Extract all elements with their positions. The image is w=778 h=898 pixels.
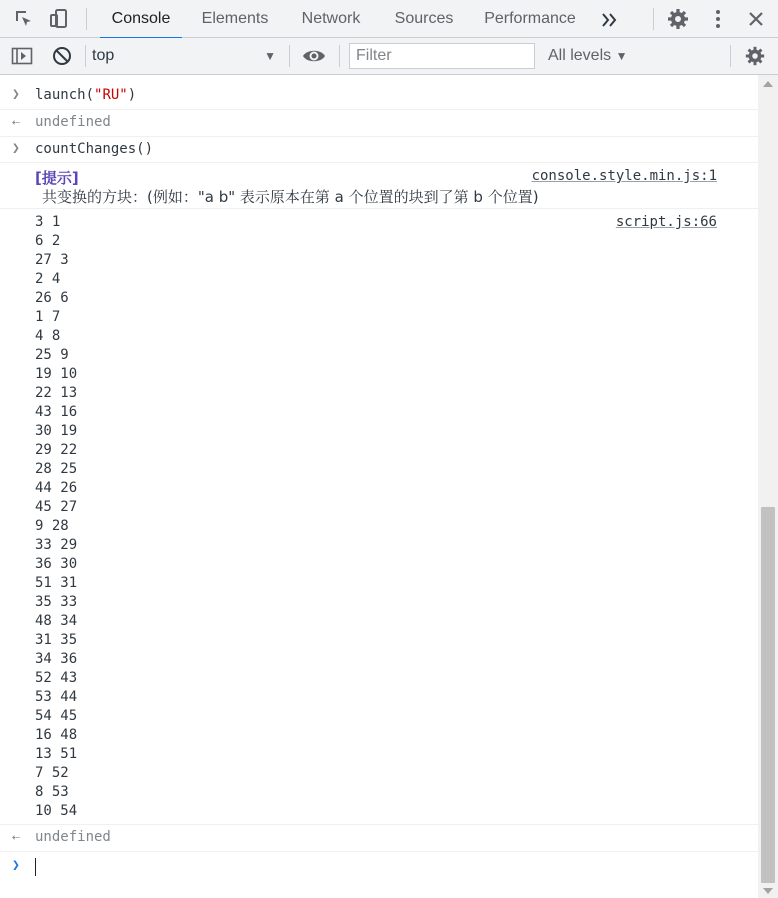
log-line: 28 25 [35,461,78,477]
close-icon[interactable] [744,7,768,31]
text-caret [35,858,36,876]
log-line: 45 27 [35,499,78,515]
log-levels-label: All levels [548,47,612,64]
filter-input[interactable] [349,43,535,69]
log-line: 43 16 [35,404,78,420]
toolbar-divider [653,8,654,30]
console-settings-gear-icon[interactable] [744,45,766,67]
tab-console[interactable]: Console [100,0,182,38]
device-toolbar-icon[interactable] [48,7,72,31]
vertical-scrollbar[interactable] [758,75,778,898]
console-log-row [0,163,758,209]
log-line: 26 6 [35,290,69,306]
log-line: 36 30 [35,556,78,572]
log-line: 22 13 [35,385,78,401]
log-levels-dropdown[interactable] [548,44,627,68]
console-input-row [0,137,758,163]
log-line: 51 31 [35,575,78,591]
log-line: 33 29 [35,537,78,553]
source-link[interactable]: script.js:66 [615,214,717,230]
log-line: 4 8 [35,328,61,344]
log-line: 3 1 [35,214,61,230]
log-line: 1 7 [35,309,61,325]
result-text: undefined [35,114,111,130]
log-line: 10 54 [35,803,78,819]
tab-sources[interactable]: Sources [394,10,454,27]
toolbar-divider [339,45,340,67]
log-line: 13 51 [35,746,78,762]
result-arrow-icon: ⇠ [12,830,20,845]
log-line: 53 44 [35,689,78,705]
code-text: countChanges() [35,141,154,157]
toolbar-divider [289,45,290,67]
code-string: "RU" [94,87,128,103]
log-line: 25 9 [35,347,69,363]
log-line: 2 4 [35,271,61,287]
log-line: 6 2 [35,233,61,249]
hint-tag: [提示] [35,169,79,187]
devtools-tab-bar [0,0,778,38]
scrollbar-thumb[interactable] [761,507,775,883]
source-link[interactable]: console.style.min.js:1 [531,168,717,184]
code-text: ) [127,87,137,103]
input-chevron-icon: ❯ [12,87,20,102]
console-result-row [0,110,758,137]
tab-network[interactable]: Network [301,10,361,27]
console-result-row [0,825,758,852]
toolbar-divider [85,45,86,67]
log-line: 35 33 [35,594,78,610]
log-line: 52 43 [35,670,78,686]
hint-text: 共变换的方块：(例如："a b" 表示原本在第 a 个位置的块到了第 b 个位置) [42,188,539,206]
log-line: 44 26 [35,480,78,496]
log-line: 34 36 [35,651,78,667]
toolbar-divider [730,45,731,67]
scroll-up-arrow-icon[interactable] [763,81,773,87]
chevron-down-icon: ▼ [264,49,276,63]
console-input-row [0,83,758,110]
inspect-element-icon[interactable] [12,7,36,31]
chevron-down-icon: ▼ [615,49,628,63]
log-line: 54 45 [35,708,78,724]
gear-icon[interactable] [666,7,690,31]
log-line: 31 35 [35,632,78,648]
context-select-value: top [92,47,115,64]
log-line: 9 28 [35,518,69,534]
toolbar-divider [86,8,87,30]
scroll-down-arrow-icon[interactable] [763,888,773,894]
input-chevron-icon: ❯ [12,141,20,156]
console-output[interactable] [0,75,758,898]
clipped-log-row [0,75,758,83]
log-line: 29 22 [35,442,78,458]
tab-elements[interactable]: Elements [201,10,269,27]
prompt-chevron-icon: ❯ [12,858,20,873]
log-line: 16 48 [35,727,78,743]
kebab-menu-icon[interactable] [706,7,730,31]
code-text: launch( [35,87,95,103]
log-line: 30 19 [35,423,78,439]
live-expression-icon[interactable] [302,45,324,67]
result-text: undefined [35,829,111,845]
context-select[interactable] [92,44,282,68]
clear-console-icon[interactable] [51,45,73,67]
sidebar-toggle-icon[interactable] [11,45,33,67]
console-toolbar [0,38,778,75]
log-line: 48 34 [35,613,78,629]
console-prompt[interactable] [0,852,758,882]
log-line: 7 52 [35,765,69,781]
log-line: 8 53 [35,784,69,800]
more-tabs-icon[interactable] [598,8,622,32]
log-line: 19 10 [35,366,78,382]
console-log-block [0,209,758,825]
tab-performance[interactable]: Performance [484,10,576,27]
log-line: 27 3 [35,252,69,268]
result-arrow-icon: ⇠ [12,115,20,130]
